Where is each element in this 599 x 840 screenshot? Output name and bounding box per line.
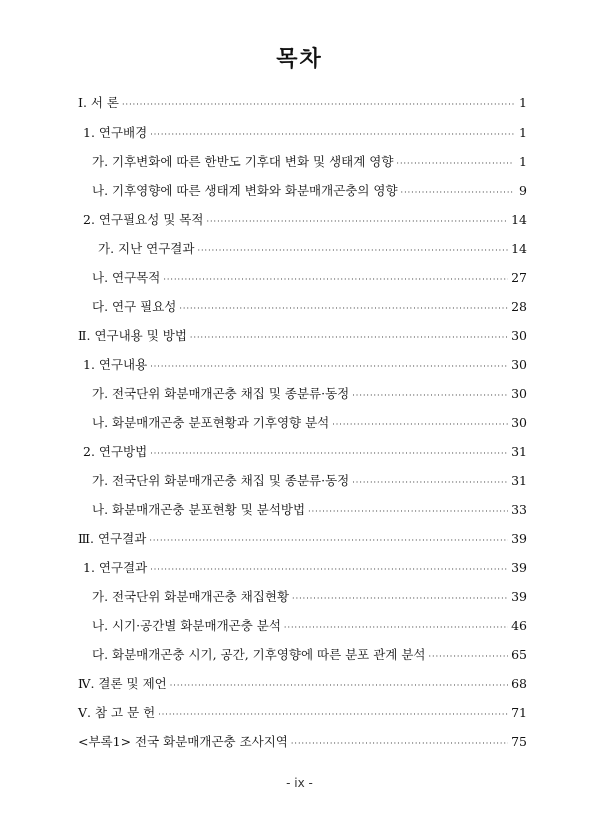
- toc-entry-page: 71: [511, 705, 527, 720]
- toc-entry[interactable]: [92, 472, 527, 490]
- leader-dots: [150, 561, 508, 579]
- toc-entry[interactable]: [92, 385, 527, 403]
- toc-entry-page: 46: [511, 618, 527, 633]
- leader-dots: [170, 677, 508, 695]
- toc-entry-page: 39: [511, 589, 527, 604]
- toc-entry-page: 33: [511, 502, 527, 517]
- toc-entry[interactable]: [92, 501, 527, 519]
- toc-entry[interactable]: [92, 182, 527, 200]
- leader-dots: [150, 358, 508, 376]
- toc-entry-page: 9: [519, 183, 527, 198]
- toc-entry-label: 가. 기후변화에 따른 한반도 기후대 변화 및 생태계 영향: [92, 154, 394, 169]
- toc-entry[interactable]: [92, 298, 527, 316]
- leader-dots: [352, 474, 508, 492]
- toc-entry-page: 68: [511, 676, 527, 691]
- leader-dots: [284, 619, 508, 637]
- toc-entry[interactable]: [83, 211, 527, 229]
- leader-dots: [396, 155, 514, 173]
- toc-entry-page: 75: [511, 734, 527, 749]
- toc-entry[interactable]: [92, 588, 527, 606]
- leader-dots: [401, 184, 514, 202]
- toc-entry-page: 1: [519, 154, 527, 169]
- leader-dots: [158, 706, 508, 724]
- leader-dots: [206, 213, 508, 231]
- toc-entry[interactable]: [78, 94, 527, 112]
- toc-entry-label: Ⅴ. 참 고 문 헌: [78, 705, 156, 720]
- toc-entry[interactable]: [92, 646, 527, 664]
- toc-entry[interactable]: [78, 733, 527, 751]
- toc-entry-label: I. 서 론: [78, 95, 120, 110]
- toc-entry-page: 1: [519, 95, 527, 110]
- toc-entry-label: 나. 화분매개곤충 분포현황 및 분석방법: [92, 502, 306, 517]
- leader-dots: [190, 329, 508, 347]
- leader-dots: [292, 590, 508, 608]
- toc-entry-page: 31: [511, 444, 527, 459]
- toc-entry[interactable]: [92, 269, 527, 287]
- toc-entry-label: 1. 연구내용: [83, 357, 148, 372]
- toc-entry-label: 2. 연구필요성 및 목적: [83, 212, 204, 227]
- toc-entry-label: 1. 연구결과: [83, 560, 148, 575]
- toc-entry-page: 31: [511, 473, 527, 488]
- toc-entry-page: 30: [511, 386, 527, 401]
- leader-dots: [429, 648, 509, 666]
- toc-entry-page: 30: [511, 357, 527, 372]
- toc-entry-label: 나. 연구목적: [92, 270, 161, 285]
- toc-entry[interactable]: [83, 124, 527, 142]
- toc-entry-label: Ⅱ. 연구내용 및 방법: [78, 328, 187, 343]
- leader-dots: [291, 735, 508, 753]
- toc-entry[interactable]: [83, 356, 527, 374]
- toc-entry[interactable]: [78, 704, 527, 722]
- toc-entry-page: 14: [511, 241, 527, 256]
- toc-entry[interactable]: [92, 617, 527, 635]
- toc-entry-label: 1. 연구배경: [83, 125, 148, 140]
- toc-entry[interactable]: [83, 443, 527, 461]
- leader-dots: [308, 503, 508, 521]
- leader-dots: [149, 532, 508, 550]
- toc-entry-label: Ⅳ. 결론 및 제언: [78, 676, 167, 691]
- toc-entry[interactable]: [92, 153, 527, 171]
- leader-dots: [332, 416, 508, 434]
- leader-dots: [122, 96, 514, 114]
- page-title: 목차: [276, 46, 323, 72]
- toc-entry-page: 28: [511, 299, 527, 314]
- toc-entry-label: 다. 화분매개곤충 시기, 공간, 기후영향에 따른 분포 관계 분석: [92, 647, 426, 662]
- toc-entry-label: <부록1> 전국 화분매개곤충 조사지역: [78, 734, 288, 749]
- leader-dots: [179, 300, 508, 318]
- toc-entry-label: 다. 연구 필요성: [92, 299, 177, 314]
- toc-entry-page: 39: [511, 560, 527, 575]
- leader-dots: [197, 242, 508, 260]
- toc-entry-label: 가. 전국단위 화분매개곤충 채집 및 종분류·동정: [92, 386, 350, 401]
- toc-entry-page: 14: [511, 212, 527, 227]
- toc-entry-label: 가. 전국단위 화분매개곤충 채집현황: [92, 589, 290, 604]
- toc-entry-page: 39: [511, 531, 527, 546]
- toc-entry-label: 가. 지난 연구결과: [98, 241, 195, 256]
- toc-entry[interactable]: [78, 675, 527, 693]
- toc-entry-label: 나. 화분매개곤충 분포현황과 기후영향 분석: [92, 415, 330, 430]
- toc-entry-page: 30: [511, 415, 527, 430]
- toc-entry-page: 1: [519, 125, 527, 140]
- toc-entry[interactable]: [78, 530, 527, 548]
- toc-entry-label: 나. 기후영향에 따른 생태계 변화와 화분매개곤충의 영향: [92, 183, 398, 198]
- toc-entry-label: 가. 전국단위 화분매개곤충 채집 및 종분류·동정: [92, 473, 350, 488]
- toc-entry-page: 65: [511, 647, 527, 662]
- leader-dots: [352, 387, 508, 405]
- toc-entry-page: 27: [511, 270, 527, 285]
- toc-entry[interactable]: [92, 414, 527, 432]
- toc-entry-label: 나. 시기·공간별 화분매개곤충 분석: [92, 618, 281, 633]
- toc-entry-label: 2. 연구방법: [83, 444, 148, 459]
- toc-entry-label: Ⅲ. 연구결과: [78, 531, 147, 546]
- leader-dots: [150, 126, 514, 144]
- toc-entry[interactable]: [78, 327, 527, 345]
- leader-dots: [150, 445, 508, 463]
- toc-entry[interactable]: [98, 240, 527, 258]
- toc-entry-page: 30: [511, 328, 527, 343]
- toc-entry[interactable]: [83, 559, 527, 577]
- leader-dots: [163, 271, 508, 289]
- page-number: - ix -: [286, 776, 313, 790]
